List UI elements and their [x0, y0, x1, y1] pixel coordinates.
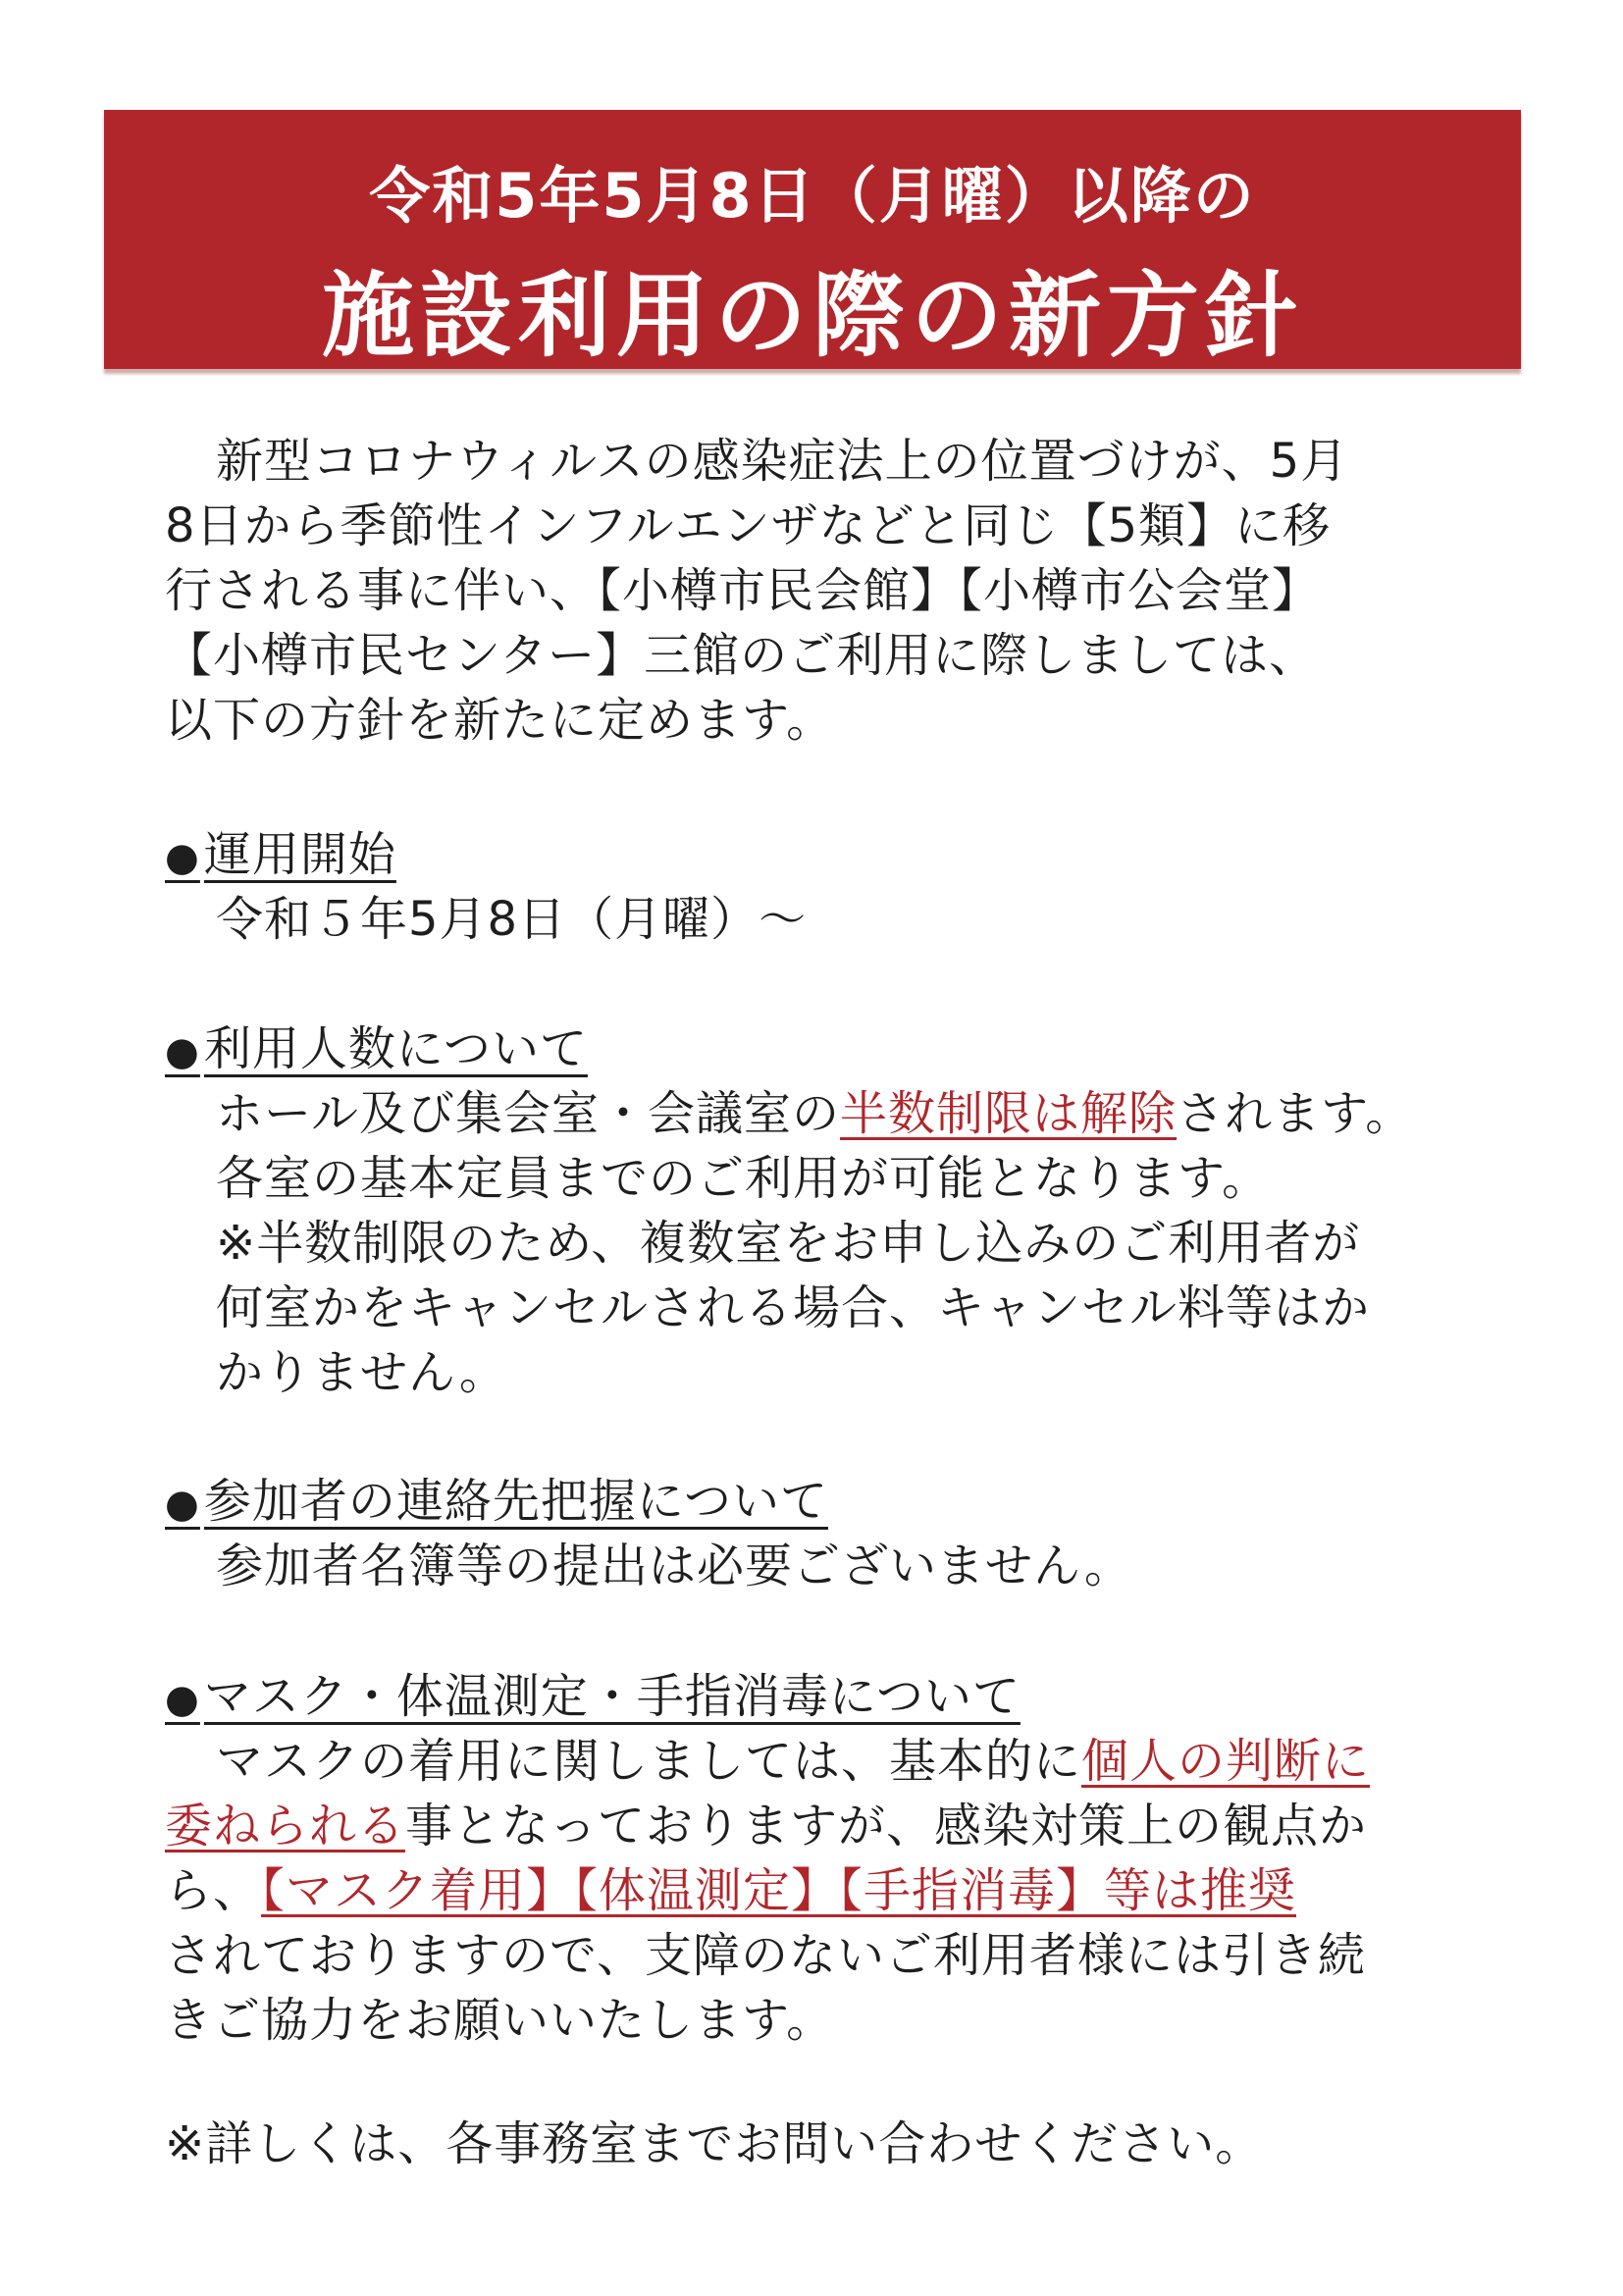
page-title: 施設利用の際の新方針 [321, 263, 1303, 370]
section-heading [165, 1017, 588, 1081]
section-line: かりません。 [216, 1345, 507, 1400]
section-line: ※半数制限のため、複数室をお申し込みのご利用者が [216, 1216, 1361, 1271]
text-span: ら、 [165, 1863, 262, 1918]
intro-line: 8日から季節性インフルエンザなどと同じ【5類】に移 [165, 498, 1332, 553]
section-heading [165, 1469, 828, 1534]
section-mask-measures [165, 1664, 1470, 2053]
highlight-text: 委ねられる [165, 1799, 406, 1853]
highlight-text: 【マスク着用】【体温測定】【手指消毒】等は推奨 [261, 1863, 1297, 1918]
section-heading-text: 運用開始 [203, 827, 396, 882]
section-contact-info [165, 1469, 1470, 1598]
intro-line: 新型コロナウィルスの感染症法上の位置づけが、5月 [216, 434, 1349, 489]
text-span: 事となっておりますが、感染対策上の観点か [405, 1799, 1368, 1853]
bullet-icon: ● [165, 835, 200, 880]
highlight-text: 半数制限は解除 [840, 1086, 1178, 1141]
section-operation-start [165, 822, 1470, 952]
section-line: 各室の基本定員までのご利用が可能となります。 [216, 1151, 1271, 1206]
section-heading-text: 利用人数について [203, 1021, 588, 1076]
section-line: きご協力をお願いいたします。 [165, 1993, 835, 2048]
section-line [165, 1858, 1470, 1923]
text-span: マスクの着用に関しましては、基本的に [216, 1734, 1082, 1789]
bullet-icon: ● [165, 1677, 200, 1722]
footer-note-text: ※詳しくは、各事務室までお問い合わせください。 [165, 2116, 1264, 2171]
title-date-line: 令和5年5月8日（月曜）以降の [369, 160, 1256, 232]
highlight-text: 個人の判断に [1081, 1734, 1371, 1789]
intro-line: 以下の方針を新たに定めます。 [165, 693, 835, 748]
section-line [165, 1081, 1470, 1146]
section-line: 令和５年5月8日（月曜）～ [216, 892, 808, 947]
section-capacity [165, 1017, 1470, 1405]
bullet-icon: ● [165, 1482, 200, 1527]
section-line [165, 1794, 1470, 1858]
section-heading [165, 822, 396, 887]
section-heading-text: 参加者の連絡先把握について [203, 1474, 828, 1529]
section-line: 何室かをキャンセルされる場合、キャンセル料等はか [216, 1280, 1371, 1335]
text-span: ホール及び集会室・会議室の [216, 1086, 841, 1141]
bullet-icon: ● [165, 1029, 200, 1074]
section-line [165, 1729, 1470, 1794]
section-heading-text: マスク・体温測定・手指消毒について [203, 1669, 1021, 1724]
intro-line: 【小樽市民センター】三館のご利用に際しましては、 [165, 628, 1318, 683]
footer-note [165, 2112, 1470, 2176]
title-banner [104, 110, 1521, 369]
intro-line: 行される事に伴い、【小樽市民会館】【小樽市公会堂】 [165, 563, 1321, 618]
section-heading [165, 1664, 1021, 1729]
intro-paragraph [165, 429, 1470, 753]
section-line: 参加者名簿等の提出は必要ございません。 [216, 1539, 1132, 1593]
text-span: されます。 [1177, 1086, 1414, 1141]
section-line: されておりますので、支障のないご利用者様には引き続 [165, 1928, 1367, 1983]
